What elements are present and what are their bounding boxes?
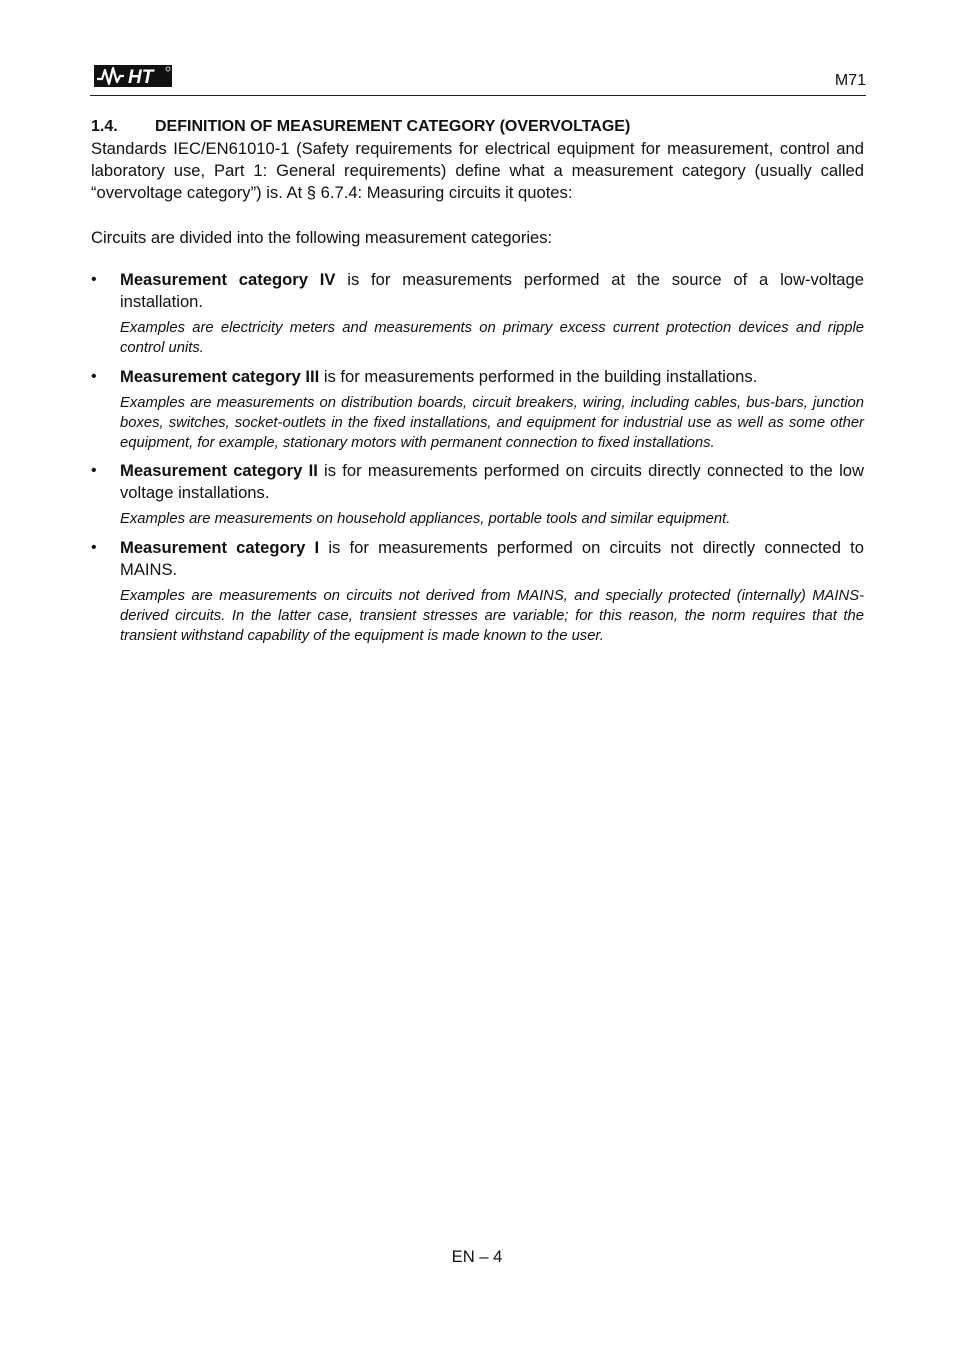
category-desc: is for measurements performed at the source of a low-voltage installation.: [120, 270, 864, 311]
bullet: •: [91, 462, 97, 480]
section-heading: [91, 116, 864, 138]
category-lead: [120, 366, 864, 388]
category-desc: is for measurements performed in the building installations.: [319, 366, 758, 386]
category-name: Measurement category II: [120, 461, 318, 481]
page-content: [91, 116, 864, 654]
category-list: [91, 269, 864, 647]
list-item: [91, 366, 864, 454]
section-number: 1.4.: [91, 118, 118, 135]
bullet: •: [91, 367, 97, 385]
categories-intro: Circuits are divided into the following measurement categories:: [91, 228, 553, 247]
category-desc: is for measurements performed on circuits not directly connected to MAINS.: [120, 537, 864, 579]
category-desc: is for measurements performed on circuits directly connected to the low voltage installations.: [120, 461, 864, 503]
category-lead: [120, 537, 864, 581]
category-name: Measurement category I: [120, 537, 320, 557]
logo-text: HT: [128, 67, 154, 88]
category-example: Examples are measurements on circuits not derived from MAINS, and specially protected (internally) MAINS-derived circuits. In the latter case, transient stresses are variable; for this reason, the norm requires that the transient withstand capability of the equipment is made known to the user.: [120, 587, 864, 645]
intro-paragraph: Standards IEC/EN61010-1 (Safety requirements for electrical equipment for measurement, control and laboratory use, Part 1: General requirements) define what a measurement category (usually called “overvoltage category”) is. At § 6.7.4: Measuring circuits it quotes:: [91, 139, 864, 202]
list-item: [91, 269, 864, 359]
bullet: •: [91, 271, 97, 288]
category-example: Examples are electricity meters and measurements on primary excess current protection devices and ripple control units.: [120, 320, 864, 357]
category-name: Measurement category IV: [120, 270, 336, 289]
ht-logo: [94, 64, 172, 88]
list-item: [91, 537, 864, 647]
page-number: EN – 4: [451, 1247, 503, 1266]
bullet: •: [91, 538, 97, 556]
list-item: [91, 460, 864, 529]
category-example: Examples are measurements on distribution boards, circuit breakers, wiring, including cables, bus-bars, junction boxes, switches, socket-outlets in the fixed installations, and equipment for industrial use as well as some other equipment, for example, stationary motors with permanent connection to fixed installations.: [120, 394, 864, 452]
category-example: Examples are measurements on household appliances, portable tools and similar equipment.: [120, 511, 731, 528]
category-lead: [120, 460, 864, 504]
page-header: [90, 60, 866, 96]
model-label: M71: [834, 72, 866, 89]
category-name: Measurement category III: [120, 366, 320, 386]
section-title: DEFINITION OF MEASUREMENT CATEGORY (OVERVOLTAGE): [155, 118, 631, 135]
category-lead: [120, 269, 864, 313]
